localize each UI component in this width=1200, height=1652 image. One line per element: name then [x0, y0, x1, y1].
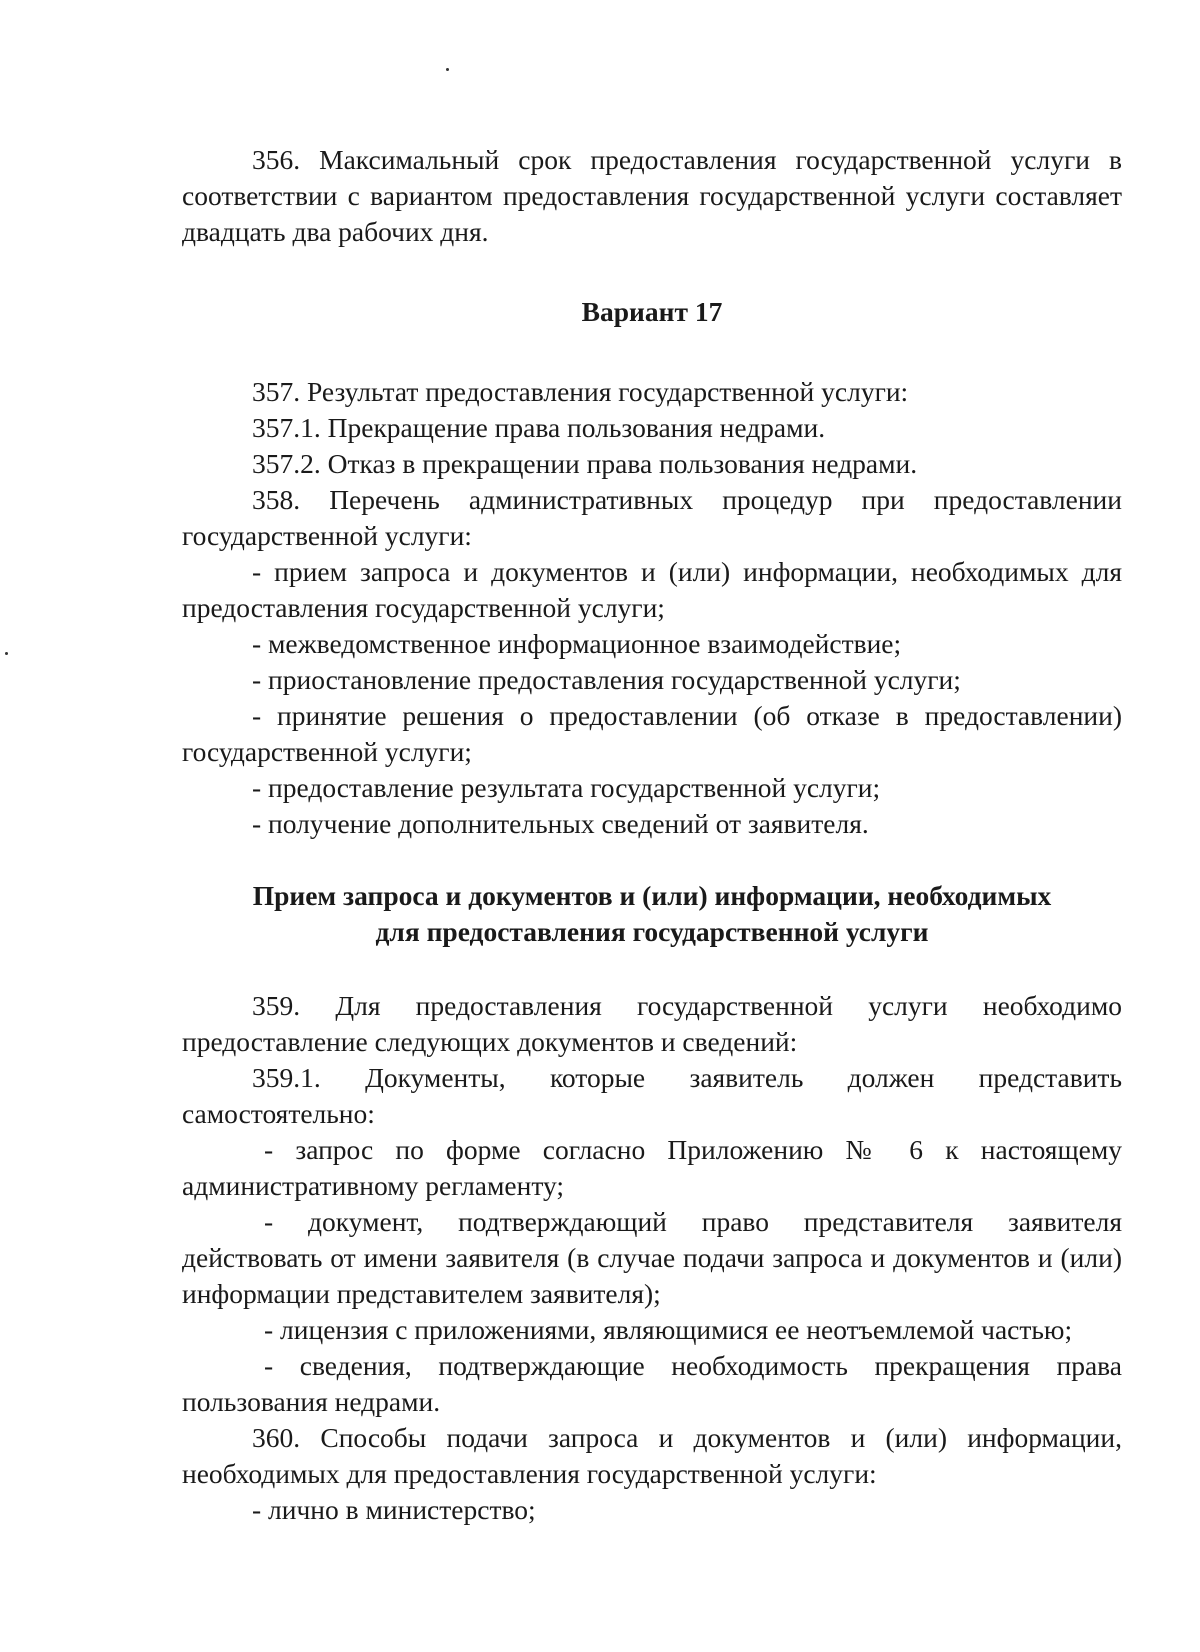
paragraph-357-1: 357.1. Прекращение права пользования недрами.: [252, 412, 826, 443]
list-item-procedure: - получение дополнительных сведений от заявителя.: [252, 808, 869, 839]
document-page: [182, 142, 1122, 1528]
paragraph-358: 358. Перечень административных процедур при предоставлении государственной услуги:: [182, 484, 1122, 551]
paragraph-359: 359. Для предоставления государственной услуги необходимо предоставление следующих документов и сведений:: [182, 990, 1122, 1057]
section-heading-line-2: для предоставления государственной услуги: [375, 916, 929, 947]
list-item-document: - документ, подтверждающий право представителя заявителя действовать от имени заявителя (в случае подачи запроса и документов и (или) информации представителем заявителя);: [182, 1206, 1122, 1309]
section-heading: [182, 878, 1122, 950]
section-heading-line-1: Прием запроса и документов и (или) информации, необходимых: [252, 880, 1052, 911]
list-item-document: - лицензия с приложениями, являющимися ее неотъемлемой частью;: [264, 1314, 1073, 1345]
paragraph-359-1: 359.1. Документы, которые заявитель должен представить самостоятельно:: [182, 1062, 1122, 1129]
paragraph-356: 356. Максимальный срок предоставления государственной услуги в соответствии с вариантом предоставления государственной услуги составляет двадцать два рабочих дня.: [182, 144, 1122, 247]
list-item-procedure: - межведомственное информационное взаимодействие;: [252, 628, 902, 659]
variant-heading: Вариант 17: [581, 296, 723, 327]
scan-speck: [446, 68, 449, 71]
paragraph-360: 360. Способы подачи запроса и документов и (или) информации, необходимых для предоставления государственной услуги:: [182, 1422, 1122, 1489]
list-item-procedure: - приостановление предоставления государственной услуги;: [252, 664, 961, 695]
list-item-document: - запрос по форме согласно Приложению № 6 к настоящему административному регламенту;: [182, 1134, 1122, 1201]
scan-speck: [5, 652, 8, 655]
paragraph-357-2: 357.2. Отказ в прекращении права пользования недрами.: [252, 448, 918, 479]
paragraph-357: 357. Результат предоставления государственной услуги:: [252, 376, 909, 407]
list-item-document: - сведения, подтверждающие необходимость прекращения права пользования недрами.: [182, 1350, 1122, 1417]
list-item-procedure: - прием запроса и документов и (или) информации, необходимых для предоставления государственной услуги;: [182, 556, 1122, 623]
list-item-procedure: - предоставление результата государственной услуги;: [252, 772, 881, 803]
list-item-procedure: - принятие решения о предоставлении (об отказе в предоставлении) государственной услуги;: [182, 700, 1122, 767]
list-item-submission-method: - лично в министерство;: [252, 1494, 536, 1525]
